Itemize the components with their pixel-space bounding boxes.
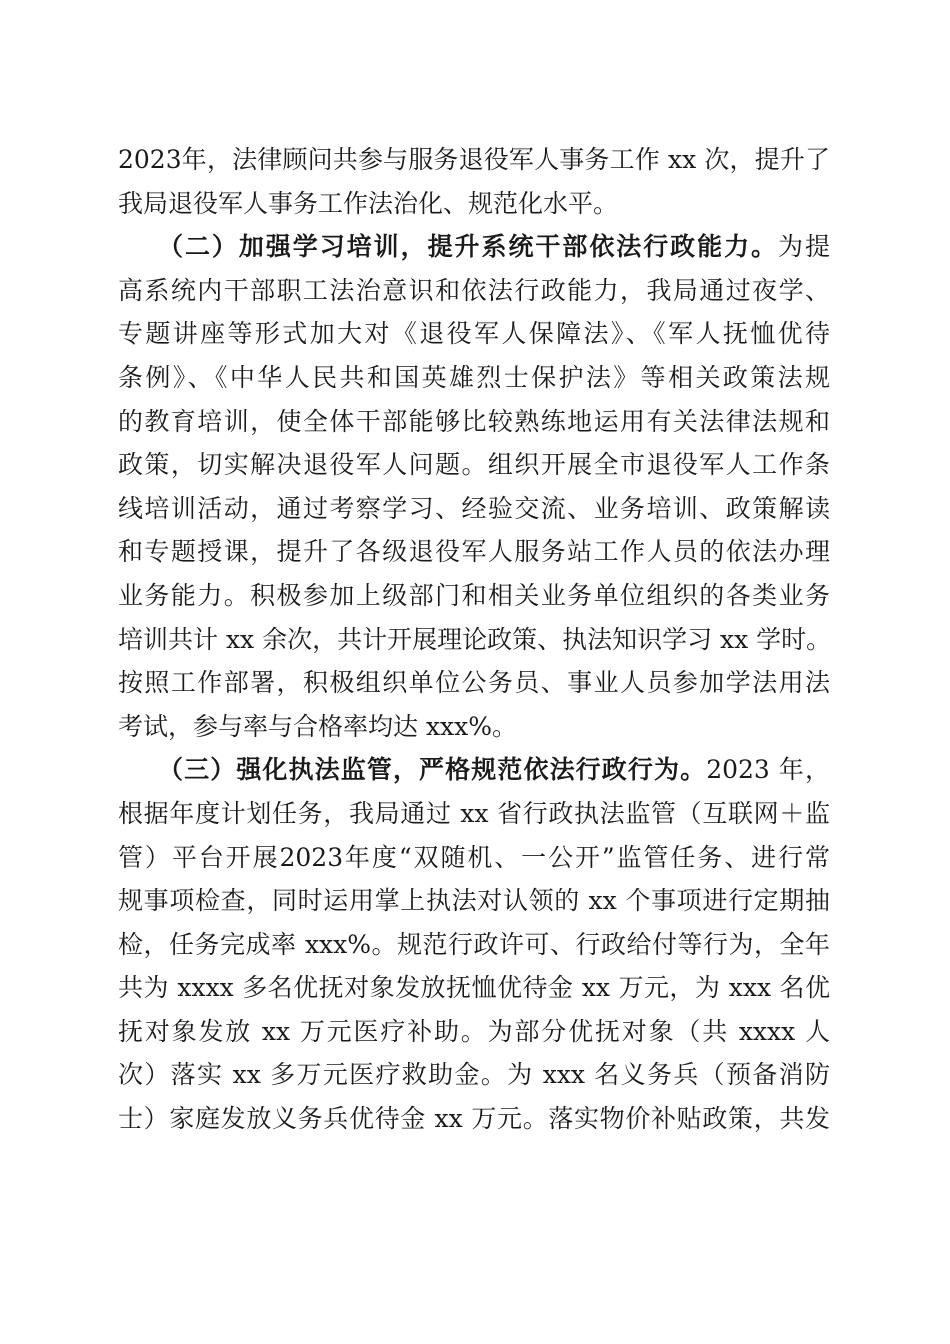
text-line: 2023年，法律顾问共参与服务退役军人事务工作 xx 次，提升了: [118, 145, 830, 174]
text-line: 次）落实 xx 多万元医疗救助金。为 xxx 名义务兵（预备消防: [118, 1060, 830, 1090]
text-line: 规事项检查，同时运用掌上执法对认领的 xx 个事项进行定期抽: [118, 886, 830, 916]
text-line: 考试，参与率与合格率均达 xxx%。: [118, 711, 518, 741]
paragraph-legal-advisor: [118, 138, 830, 225]
document-body: [118, 138, 830, 1141]
text-line: 专题讲座等形式加大对《退役军人保障法》、《军人抚恤优待: [118, 319, 830, 349]
paragraph-training: [118, 225, 830, 748]
text-line: 的教育培训，使全体干部能够比较熟练地运用有关法律法规和: [118, 406, 830, 436]
section-heading-enforcement: （三）强化执法监管，严格规范依法行政行为。: [158, 755, 707, 785]
text-line: 业务能力。积极参加上级部门和相关业务单位组织的各类业务: [118, 580, 830, 610]
text-line: 我局退役军人事务工作法治化、规范化水平。: [118, 188, 619, 218]
text-line: 抚对象发放 xx 万元医疗补助。为部分优抚对象（共 xxxx 人: [118, 1016, 830, 1046]
text-line: 高系统内干部职工法治意识和依法行政能力，我局通过夜学、: [118, 275, 830, 305]
text-line: [118, 225, 830, 269]
paragraph-enforcement: [118, 748, 830, 1140]
text-line: 士）家庭发放义务兵优待金 xx 万元。落实物价补贴政策，共发: [118, 1104, 830, 1134]
text-line: 共为 xxxx 多名优抚对象发放抚恤优待金 xx 万元，为 xxx 名优: [118, 973, 830, 1003]
text-line: 政策，切实解决退役军人问题。组织开展全市退役军人工作条: [118, 450, 830, 480]
text-fragment: 2023 年，: [706, 755, 830, 785]
text-line: 检，任务完成率 xxx%。规范行政许可、行政给付等行为，全年: [118, 929, 830, 959]
text-line: [118, 748, 830, 792]
text-fragment: 为提: [778, 232, 830, 262]
text-line: 线培训活动，通过考察学习、经验交流、业务培训、政策解读: [118, 493, 830, 523]
text-line: 管）平台开展2023年度“双随机、一公开”监管任务、进行常: [118, 842, 830, 872]
text-line: 按照工作部署，积极组织单位公务员、事业人员参加学法用法: [118, 668, 830, 698]
text-line: 培训共计 xx 余次，共计开展理论政策、执法知识学习 xx 学时。: [118, 624, 832, 654]
section-heading-training: （二）加强学习培训，提升系统干部依法行政能力。: [158, 232, 779, 262]
text-line: 和专题授课，提升了各级退役军人服务站工作人员的依法办理: [118, 537, 830, 567]
text-line: 条例》、《中华人民共和国英雄烈士保护法》等相关政策法规: [118, 362, 830, 392]
text-line: 根据年度计划任务，我局通过 xx 省行政执法监管（互联网＋监: [118, 798, 830, 828]
